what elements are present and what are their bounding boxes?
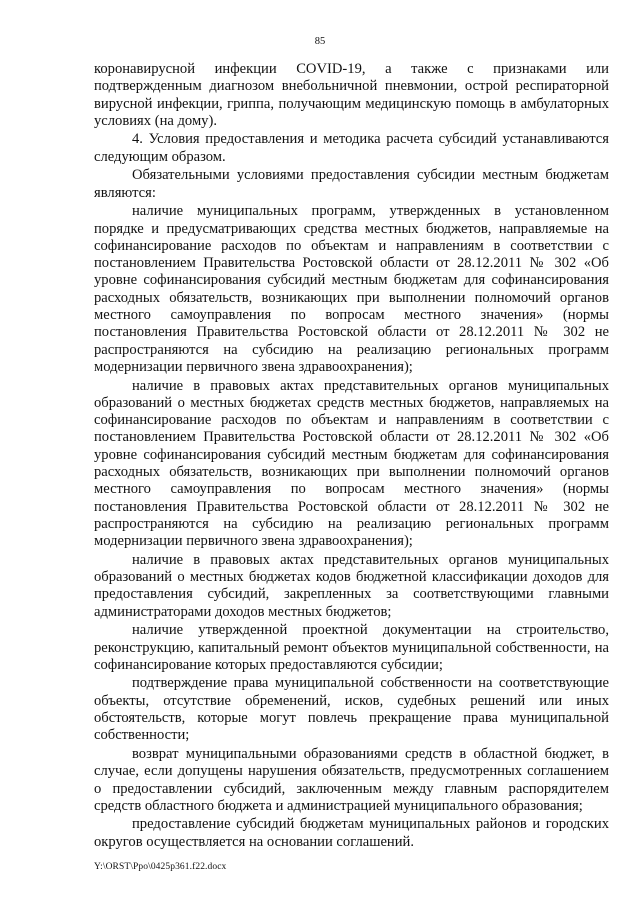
paragraph: Обязательными условиями предоставления субсидии местным бюджетам являются: [94,167,609,201]
paragraph: наличие в правовых актах представительных органов муниципальных образований о местных бюджетах средств местных бюджетов, направляемых на софинансирование расходов по объектам и направлениям в соответствии с постановлением Правительства Ростовской области от 28.12.2011 № 302 «Об уровне софинансирования субсидий местным бюджетам для софинансирования расходных обязательств, возникающих при выполнении полномочий органов местного самоуправления по вопросам местного значения» (нормы постановления Правительства Ростовской области от 28.12.2011 № 302 не распространяются на субсидию на реализацию региональных программ модернизации первичного звена здравоохранения); [94,377,609,550]
page-number: 85 [314,36,326,47]
paragraph: наличие в правовых актах представительных органов муниципальных образований о местных бюджетах кодов бюджетной классификации доходов для предоставления субсидий, закрепленных за соответствующими главными администраторами доходов местных бюджетов; [94,551,609,620]
paragraph: наличие утвержденной проектной документации на строительство, реконструкцию, капитальный ремонт объектов муниципальной собственности, на софинансирование которых предоставляются субсидии; [94,622,609,673]
paragraph: подтверждение права муниципальной собственности на соответствующие объекты, отсутствие обременений, исков, судебных решений или иных обстоятельств, которые могут повлечь прекращение права муниципальной собственности; [94,675,609,744]
paragraph: возврат муниципальными образованиями средств в областной бюджет, в случае, если допущены нарушения обязательств, предусмотренных соглашением о предоставлении субсидий, заключенным между главным распорядителем средств областного бюджета и администрацией муниципального образования; [94,745,609,814]
file-path-footer: Y:\ORST\Ppo\0425p361.f22.docx [94,862,227,872]
paragraph: предоставление субсидий бюджетам муниципальных районов и городских округов осуществляется на основании соглашений. [94,816,609,850]
paragraph: наличие муниципальных программ, утвержденных в установленном порядке и предусматривающих средства местных бюджетов, направляемые на софинансирование расходов по объектам и направлениям в соответствии с постановлением Правительства Ростовской области от 28.12.2011 № 302 «Об уровне софинансирования субсидий местным бюджетам для софинансирования расходных обязательств, возникающих при выполнении полномочий органов местного самоуправления по вопросам местного значения» (нормы постановления Правительства Ростовской области от 28.12.2011 № 302 не распространяются на субсидию на реализацию региональных программ модернизации первичного звена здравоохранения); [94,203,609,375]
paragraph: коронавирусной инфекции COVID-19, а также с признаками или подтвержденным диагнозом внебольничной пневмонии, острой респираторной вирусной инфекции, гриппа, получающим медицинскую помощь в амбулаторных условиях (на дому). [94,61,609,129]
document-body [94,61,609,852]
paragraph: 4. Условия предоставления и методика расчета субсидий устанавливаются следующим образом. [94,131,609,165]
